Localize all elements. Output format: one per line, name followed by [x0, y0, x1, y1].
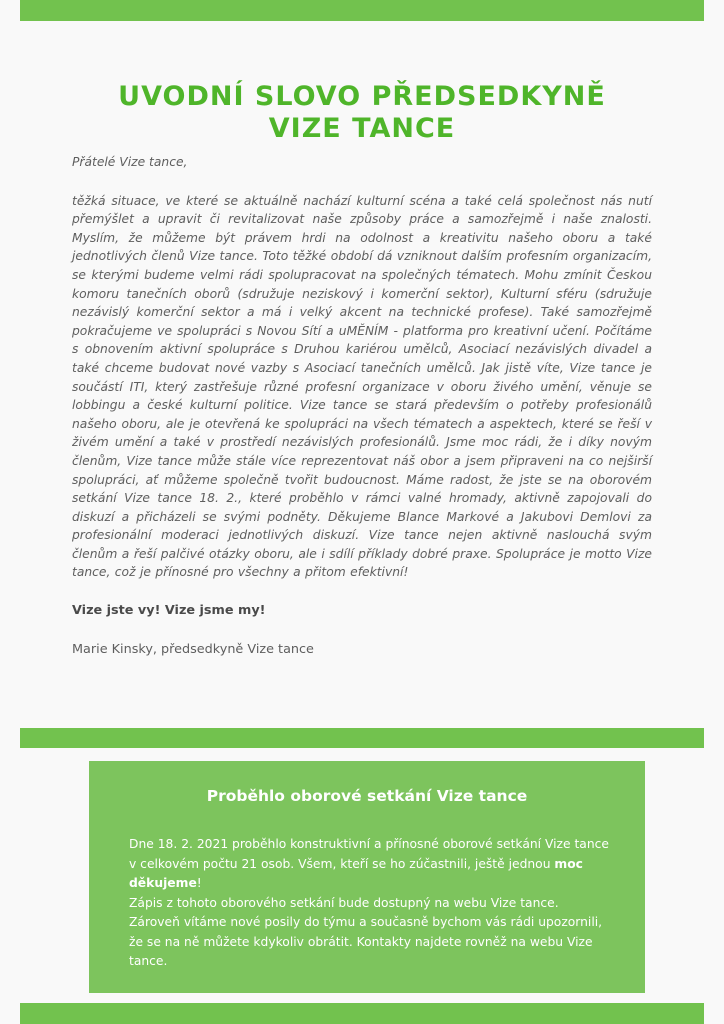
- page-title-line-1: UVODNÍ SLOVO PŘEDSEDKYNĚ: [118, 81, 606, 112]
- chair-letter: [72, 153, 652, 659]
- meeting-text-paragraph-2: Zápis z tohoto oborového setkání bude dostupný na webu Vize tance. Zároveň vítáme nové posily do týmu a současně bychom vás rádi upozornili, že se na ně můžete kdykoliv obrátit. Kontakty najdete rovněž na webu Vize tance.: [129, 895, 603, 968]
- letter-motto: Vize jste vy! Vize jsme my!: [72, 603, 266, 619]
- letter-greeting: Přátelé Vize tance,: [72, 155, 188, 169]
- middle-accent-bar: [20, 728, 704, 748]
- letter-signature: Marie Kinsky, předsedkyně Vize tance: [72, 641, 314, 657]
- meeting-text-thanks: moc děkujeme: [129, 856, 583, 890]
- meeting-text-part-2: !: [196, 876, 202, 890]
- meeting-news-box: [89, 761, 645, 993]
- letter-body: těžká situace, ve které se aktuálně nachází kulturní scéna a také celá společnost nás nutí přemýšlet a upravit či revitalizovat naše způsoby práce a samozřejmě i naše znalosti. Myslím, že můžeme být právem hrdi na odolnost a kreativitu našeho oboru a také jednotlivých členů Vize tance. Toto těžké období dá vzniknout dalším profesním organizacím, se kterými budeme velmi rádi spolupracovat na společných tématech. Mohu zmínit Českou komoru tanečních oborů (sdružuje neziskový i komerční sektor), Kulturní sféru (sdružuje nezávislý komerční sektor a má i velký akcent na technické profese). Také samozřejmě pokračujeme ve spolupráci s Novou Sítí a uMĚNÍM - platforma pro kreativní učení. Počítáme s obnovením aktivní spolupráce s Druhou kariérou umělců, Asociací nezávislých divadel a také chceme budovat nové vazby s Asociací tanečních umělců. Jak jistě víte, Vize tance je součástí ITI, který zastřešuje různé profesní organizace v oboru živého umění, věnuje se lobbingu a české kulturní politice. Vize tance se stará především o potřeby profesionálů našeho oboru, ale je otevřená ke spolupráci na všech tématech a aspektech, které se řeší v živém umění a také v prostředí nezávislých profesionálů. Jsme moc rádi, že i díky novým členům, Vize tance může stále více reprezentovat náš obor a jsem připraveni na co nejširší spolupráci, ať můžeme společně tvořit budoucnost. Máme radost, že jste se na oborovém setkání Vize tance 18. 2., které proběhlo v rámci valné hromady, aktivně zapojovali do diskuzí a přicházeli se svými podněty. Děkujeme Blance Markové a Jakubovi Demlovi za profesionální moderaci jednotlivých diskuzí. Vize tance nejen aktivně naslouchá svým členům a řeší palčivé otázky oboru, ale i sdílí příklady dobré praxe. Spolupráce je motto Vize tance, což je přínosné pro všechny a přitom efektivní!: [72, 193, 652, 580]
- bottom-accent-bar: [20, 1003, 704, 1024]
- meeting-text-part-1: Dne 18. 2. 2021 proběhlo konstruktivní a přínosné oborové setkání Vize tance v celkovém počtu 21 osob. Všem, kteří se ho zúčastnili, ještě jednou: [129, 837, 609, 871]
- meeting-news-title: Proběhlo oborové setkání Vize tance: [206, 787, 528, 805]
- page-title-line-2: VIZE TANCE: [268, 113, 456, 144]
- top-accent-bar: [20, 0, 704, 21]
- meeting-news-text: [129, 835, 609, 972]
- page-title: [20, 81, 704, 145]
